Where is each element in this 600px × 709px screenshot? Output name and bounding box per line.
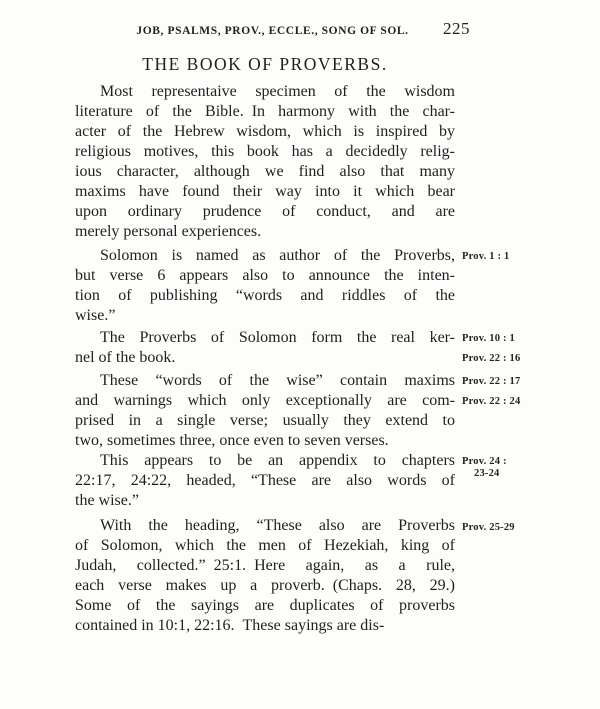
body-line: tion of publishing “words and riddles of the — [75, 287, 455, 304]
body-line: These “words of the wise” contain maxims — [100, 372, 455, 389]
body-line: This appears to be an appendix to chapters — [100, 452, 455, 469]
margin-note-line: 23-24 — [474, 468, 500, 479]
body-line: the wise.” — [75, 492, 139, 509]
body-line: maxims have found their way into it which bear — [75, 183, 455, 200]
paragraph — [75, 246, 510, 326]
body-line: of Solomon, which the men of Hezekiah, king of — [75, 537, 455, 554]
margin-note-line: Prov. 24 : — [462, 456, 507, 467]
body-line: upon ordinary prudence of conduct, and are — [75, 203, 455, 220]
paragraph — [75, 516, 515, 636]
body-line: but verse 6 appears also to announce the inten- — [75, 267, 455, 284]
body-line: 22:17, 24:22, headed, “These are also words of — [75, 472, 455, 489]
margin-note — [462, 251, 562, 263]
body-line: prised in a single verse; usually they extend to — [75, 412, 455, 429]
body-line: each verse makes up a proverb. (Chaps. 28, 29.) — [75, 577, 455, 594]
paragraph — [75, 371, 521, 451]
body-line: and warnings which only exceptionally are com- — [75, 392, 455, 409]
margin-note — [462, 456, 562, 480]
body-line: literature of the Bible. In harmony with the char- — [75, 103, 455, 120]
page-number: 225 — [443, 19, 470, 38]
running-head: JOB, PSALMS, PROV., ECCLE., SONG OF SOL. — [136, 25, 409, 37]
margin-note-line: Prov. 10 : 1 — [462, 333, 515, 344]
margin-note-line: Prov. 25-29 — [462, 522, 515, 533]
body-line: With the heading, “These also are Proverbs — [100, 517, 455, 534]
paragraph — [75, 451, 507, 511]
paragraph — [75, 82, 455, 242]
body-line: Most representaive specimen of the wisdom — [100, 83, 455, 100]
body-line: merely personal experiences. — [75, 223, 262, 240]
body-line: Judah, collected.” 25:1. Here again, as a rule, — [75, 557, 455, 574]
paragraph — [75, 328, 521, 368]
margin-note — [462, 333, 562, 345]
body-line: religious motives, this book has a decidedly relig- — [75, 143, 455, 160]
margin-note — [462, 522, 562, 534]
body-text — [75, 82, 521, 636]
margin-note-line: Prov. 1 : 1 — [462, 251, 510, 262]
chapter-title: THE BOOK OF PROVERBS. — [142, 54, 388, 74]
body-line: ious character, although we find also that many — [75, 163, 455, 180]
margin-note-line: Prov. 22 : 16 — [462, 353, 521, 364]
body-line: acter of the Hebrew wisdom, which is inspired by — [75, 123, 455, 140]
body-line: nel of the book. — [75, 349, 176, 366]
body-line: The Proverbs of Solomon form the real ker- — [100, 329, 455, 346]
body-line: two, sometimes three, once even to seven verses. — [75, 432, 389, 449]
margin-note-line: Prov. 22 : 17 — [462, 376, 521, 387]
body-line: Solomon is named as author of the Proverbs, — [100, 247, 455, 264]
body-line: wise.” — [75, 307, 116, 324]
margin-note-line: Prov. 22 : 24 — [462, 396, 521, 407]
margin-note — [462, 353, 562, 365]
margin-note — [462, 396, 562, 408]
body-line: contained in 10:1, 22:16. These sayings are dis- — [75, 617, 385, 634]
page-header — [75, 20, 470, 38]
body-line: Some of the sayings are duplicates of proverbs — [75, 597, 455, 614]
margin-note — [462, 376, 562, 388]
